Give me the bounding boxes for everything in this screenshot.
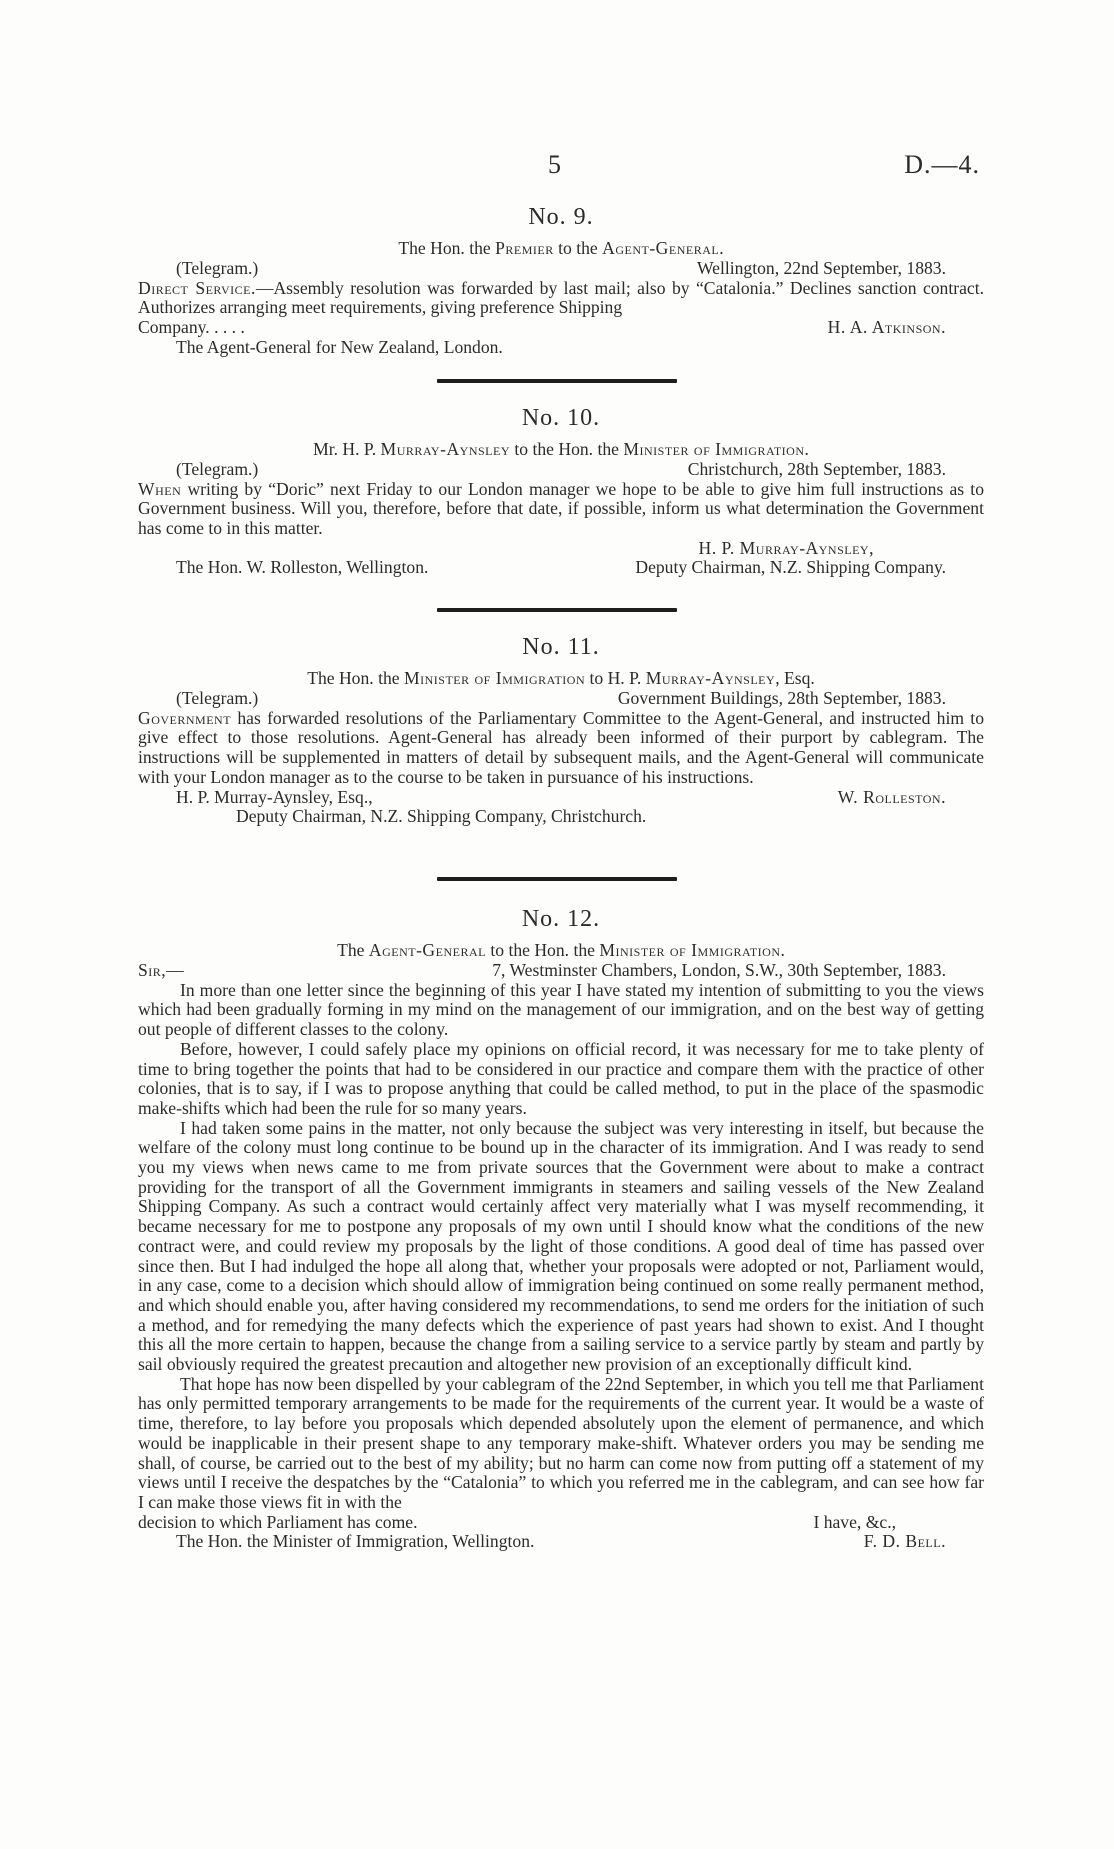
addressee: The Hon. the Minister of Immigration, Wellington. [176, 1531, 535, 1552]
addressee-row [138, 807, 984, 827]
letter-number: No. 9. [528, 204, 594, 230]
telegram-meta [138, 259, 984, 279]
letter-body: Government has forwarded resolutions of the Parliamentary Committee to the Agent-General, and instructed him to give effect to those resolutions. Agent-General has already been informed of their purport by cablegram. The instructions will be supplemented in matters of detail by subsequent mails, and the Agent-General will communicate with your London manager as to the course to be taken in pursuance of his instructions. [138, 707, 984, 787]
paragraph: That hope has now been dispelled by your cablegram of the 22nd September, in which you tell me that Parliament has only permitted temporary arrangements to be made for the requirements of the current year. It would be a waste of time, therefore, to lay before you proposals which depended absolutely upon the element of permanence, and which would be inapplicable in their present shape to any temporary make-shift. Whatever orders you may be sending me shall, of course, be carried out to the best of my ability; but no harm can come now from putting off a statement of my views until I receive the despatches by the “Catalonia” to which you referred me in the cablegram, and can see how far I can make those views fit in with the [138, 1373, 984, 1512]
place-date: Government Buildings, 28th September, 1883. [617, 688, 946, 708]
letter-title: Mr. H. P. Murray-Aynsley to the Hon. the Minister of Immigration. [313, 439, 809, 459]
letter-no-11 [138, 633, 984, 827]
closing: I have, &c., [813, 1511, 896, 1532]
signature-row [138, 1532, 984, 1552]
body-last-line: decision to which Parliament has come. [138, 1511, 418, 1532]
letter-no-10 [138, 404, 984, 578]
telegram-label: (Telegram.) [176, 459, 259, 479]
signature-title: Deputy Chairman, N.Z. Shipping Company. [635, 557, 946, 578]
letter-no-9 [138, 203, 984, 357]
letter-no-12 [138, 905, 984, 1552]
document-reference: D.—4. [904, 150, 980, 179]
body-last-line: Company. . . . . [138, 317, 245, 338]
letter-title: The Hon. the Premier to the Agent-General. [398, 238, 724, 258]
salutation-row [138, 961, 984, 981]
addressee: The Agent-General for New Zealand, London. [176, 336, 503, 357]
section-divider [437, 608, 677, 612]
signature-row [138, 539, 984, 559]
addressee: H. P. Murray-Aynsley, Esq., [176, 786, 373, 807]
letter-number: No. 11. [522, 634, 600, 660]
signature: F. D. Bell. [863, 1531, 946, 1552]
signature-row [138, 318, 984, 338]
page-number: 5 [548, 150, 561, 179]
paragraph: In more than one letter since the beginning of this year I have stated my intention of submitting to you the views which had been gradually forming in my mind on the management of our immigration, and on the best way of getting out people of different classes to the colony. [138, 979, 984, 1040]
letter-title: The Agent-General to the Hon. the Minister of Immigration. [337, 940, 785, 960]
signature-row [138, 788, 984, 808]
paragraph: I had taken some pains in the matter, not only because the subject was very interesting in itself, but because the welfare of the colony must long continue to be bound up in the character of its immigration. And I was ready to send you my views when news came to me from private sources that the Government were about to make a contract providing for the transport of all the Government immigrants in steamers and sailing vessels of the New Zealand Shipping Company. As such a contract would certainly affect very materially what I was myself recommending, it became necessary for me to postpone any proposals of my own until I should know what the conditions of the new contract were, and could review my proposals by the light of those conditions. A good deal of time has passed over since then. But I had indulged the hope all along that, whether your proposals were adopted or not, Parliament would, in any case, come to a decision which should allow of immigration being continued on some really permanent method, and which should enable you, after having considered my recommendations, to send me orders for the initiation of such a method, and for remedying the many defects which the experience of past years had shown to exist. And I thought this all the more certain to happen, because the change from a sailing service to a service partly by steam and partly by sail obviously required the greatest precaution and altogether new provision of an exceptionally difficult kind. [138, 1117, 984, 1375]
salutation: Sir,— [138, 960, 185, 980]
section-divider [437, 379, 677, 383]
letter-number: No. 10. [521, 405, 601, 431]
telegram-label: (Telegram.) [176, 258, 259, 278]
addressee-line-2: Deputy Chairman, N.Z. Shipping Company, Christchurch. [236, 806, 647, 827]
paragraph: Before, however, I could safely place my opinions on official record, it was necessary for me to take plenty of time to bring together the points that had to be considered in our practice and compare them with the practice of other colonies, that is to say, if I was to propose anything that could be called method, to put in the place of the spasmodic make-shifts which had been the rule for so many years. [138, 1038, 984, 1118]
letter-body: When writing by “Doric” next Friday to our London manager we hope to be able to give him full instructions as to Government business. Will you, therefore, before that date, if possible, inform us what determination the Government has come to in this matter. [138, 478, 984, 539]
addressee: The Hon. W. Rolleston, Wellington. [176, 557, 429, 578]
place-date: Christchurch, 28th September, 1883. [687, 459, 946, 479]
page-header [0, 150, 1114, 190]
letter-title: The Hon. the Minister of Immigration to H. P. Murray-Aynsley, Esq. [307, 668, 815, 688]
signature: W. Rolleston. [837, 786, 946, 807]
closing-row [138, 1513, 984, 1533]
telegram-label: (Telegram.) [176, 688, 259, 708]
signature: H. P. Murray-Aynsley, [698, 537, 874, 558]
signature: H. A. Atkinson. [827, 317, 946, 338]
telegram-meta [138, 689, 984, 709]
section-divider [437, 877, 677, 881]
letter-number: No. 12. [521, 906, 601, 932]
place-date: 7, Westminster Chambers, London, S.W., 30th September, 1883. [492, 960, 946, 980]
addressee-row [138, 558, 984, 578]
letter-body: Direct Service.—Assembly resolution was forwarded by last mail; also by “Catalonia.” Declines sanction contract. Authorizes arranging meet requirements, giving preference Shipping [138, 277, 984, 318]
place-date: Wellington, 22nd September, 1883. [696, 258, 946, 278]
telegram-meta [138, 460, 984, 480]
